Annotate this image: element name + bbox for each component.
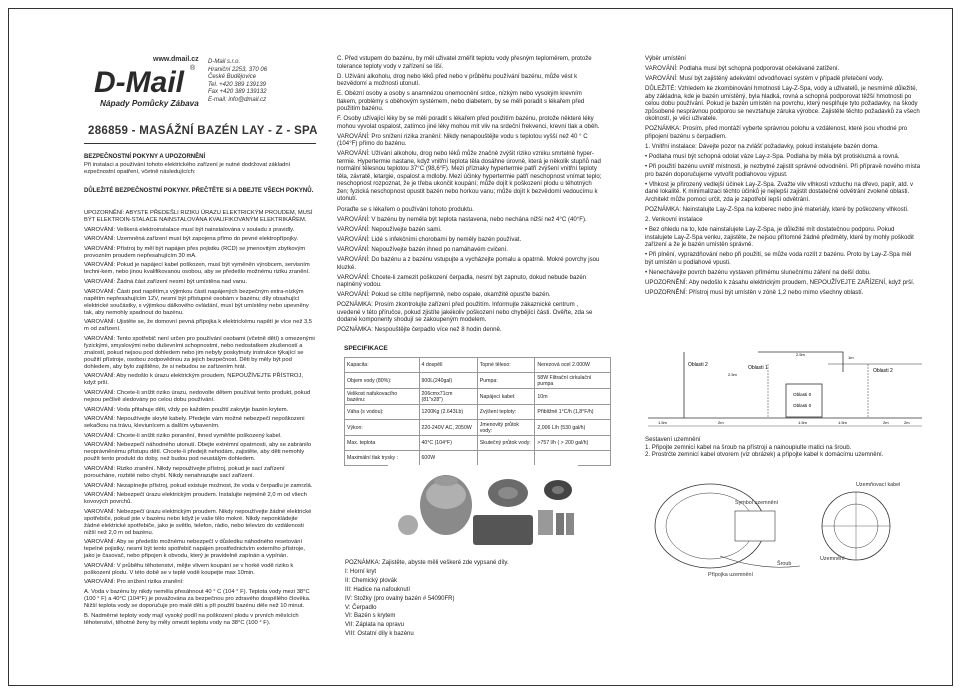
col0-paragraph: VAROVÁNÍ: Voda přitahuje děti, vždy po každém použití zakrytje bazén krytem. bbox=[84, 406, 289, 413]
col0-paragraph: B. Nadměrné teploty vody mají vysoký podíl na poškození plodu v prvních měsících těhotenství, těhotné ženy by měly omezit teplotu vody na 38°C (100 ° F). bbox=[84, 612, 299, 626]
col0-paragraph: VAROVÁNÍ: Nebezpečí úrazu elektrickým proudem. Instalujte nejméně 2,0 m od všech kovových povrchů. bbox=[84, 492, 307, 506]
zone-label: Oblasti 0 bbox=[793, 392, 812, 397]
col2-paragraph: VAROVÁNÍ: Podlaha musí být schopná podporovat očekávané zatížení. bbox=[645, 65, 840, 73]
zone-label: Oblasti 2 bbox=[688, 362, 708, 368]
svg-text:Nápady Pomůcky Zábava: Nápady Pomůcky Zábava bbox=[100, 99, 199, 108]
spec-cell: Max. teplota bbox=[345, 436, 420, 451]
spec-cell: Maximální tlak trysky : bbox=[345, 451, 420, 466]
company-line: Fax +420 389 139132 bbox=[208, 89, 267, 96]
legend-item: IV: Stožky (pro ovalný bazén # 54090FR) bbox=[345, 595, 455, 602]
read-heading: DŮLEŽITÉ BEZPEČNOSTNÍ POKYNY. PŘEČTĚTE SI A DBEJTE VŠECH POKYNŮ. bbox=[84, 188, 314, 194]
company-line: E-mail: info@dmail.cz bbox=[208, 96, 267, 103]
dimension-label: 1.5m bbox=[838, 420, 847, 425]
spec-cell: Pumpa: bbox=[477, 373, 535, 389]
col1-paragraph: VAROVÁNÍ: Pokud se cítíte nepříjemně, nebo ospale, okamžitě opusťte bazén. bbox=[337, 291, 551, 299]
zone-label: Oblasti 1 bbox=[748, 365, 768, 371]
col0-paragraph: VAROVÁNÍ: Žádná část zařízení nesmí být umístěna nad vanu. bbox=[84, 278, 247, 285]
zone-label: Oblasti 2 bbox=[873, 368, 893, 374]
zone-label: Oblasti 0 bbox=[793, 403, 812, 408]
col1-paragraph: VAROVÁNÍ: Nepoužívejte bazén sami. bbox=[337, 225, 442, 233]
col1-paragraph: Poraďte se s lékařem o používání tohoto produktu. bbox=[337, 205, 474, 213]
col2-paragraph: UPOZORNĚNÍ: Aby nedošlo k zásahu elektrickým proudem, NEPOUŽÍVEJTE ZAŘÍZENÍ, když prší. bbox=[645, 278, 915, 286]
spec-cell: >757 l/h ( > 200 gal/h) bbox=[535, 436, 611, 451]
spec-heading: SPECIFIKACE bbox=[344, 345, 388, 352]
legend-note: POZNÁMKA: Zajistěte, abyste měli veškeré zde vypsané díly. bbox=[345, 560, 509, 566]
col0-paragraph: VAROVÁNÍ: Tento spotřebič není určen pro používání osobami (včetně dětí) s omezenými fyzickými, smyslovými nebo duševními schopnostmi, nebo nedostatkem zkušeností a znalostí, pokud nejsou pod dohledem nebo jim nebyly poskytnuty instrukce týkající se použití přístroje, osobou zodpovědnou za jejich bezpečnost. Děti by měly být pod dohledem, aby bylo zajištěno, že si nebudou se zařízením hrát. bbox=[84, 335, 315, 370]
spec-cell: Topné těleso: bbox=[477, 358, 535, 373]
spec-row bbox=[345, 405, 611, 420]
pump-label: Uzemnění bbox=[820, 556, 845, 562]
col0-paragraph: A. Voda v bazénu by nikdy neměla přesáhnout 40 ° C (104 ° F). Teplota vody mezi 38°C (100 ° F) a 40°C (104°F) je považována za bezpečnou pro zdravého dospělého člověka. Nižší teplota vody se doporučuje pro malé děti a při použití bazénu déle než 10 minut. bbox=[84, 589, 311, 610]
grounding-step: 1. Připojte zemnicí kabel na šroub na přístroji a nainoupiulte matici na šroub. bbox=[645, 443, 852, 451]
company-line: D-Mail s.r.o. bbox=[208, 59, 241, 65]
spec-cell: 58W Filtrační cirkulační pumpa bbox=[535, 373, 611, 389]
col1-paragraph: VAROVÁNÍ: Nepoužívejte bazén ihned po namáhavém cvičení. bbox=[337, 245, 508, 253]
pump-grounding-drawing bbox=[650, 476, 900, 586]
col0-paragraph: VAROVÁNÍ: Pro snížení rizika zranění: bbox=[84, 579, 184, 586]
svg-text:D-Mail: D-Mail bbox=[94, 66, 184, 99]
company-address bbox=[208, 59, 267, 105]
col1-paragraph: VAROVÁNÍ: V bazénu by neměla být teplota nastavena, nebo nechána nižší než 4°C (40°F). bbox=[337, 215, 587, 223]
spec-cell: 2,006 L/h (530 gal/h) bbox=[535, 420, 611, 436]
spec-cell: Velikost nafukovacího bazénu: bbox=[345, 389, 420, 405]
spec-cell: 10m bbox=[535, 389, 611, 405]
col0-paragraph: VAROVÁNÍ: Části pod napětím,s výjimkou částí napájených bezpečným extra-nízkým napětím nepřesahujícím 12V, nesmí být přístupné osobám v bazénu; díly obsahující elektrické součástky, s výjimkou dálkového ovládání, musí být umístěny nebo upevněny tak, aby nemohly spadnout do bazénu. bbox=[84, 288, 309, 316]
spec-cell: 40°C (104°F) bbox=[419, 436, 477, 451]
col1-paragraph: VAROVÁNÍ: Pro snížení rizika zranění: Nikdy nenapouštějte vodu s teplotou vyšší než 40 ° C (104°F) přímo do bazénu. bbox=[337, 132, 588, 148]
col2-paragraph: VAROVÁNÍ: Musí být zajištěný adekvátní odvodňovací systém v případě přetečení vody. bbox=[645, 75, 884, 83]
pump-label: Uzemňovací kabel bbox=[856, 482, 901, 488]
spec-cell: Nerezová ocel 2.000W bbox=[535, 358, 611, 373]
col1-paragraph: POZNÁMKA: Nespouštějte čerpadlo více než 8 hodin denně. bbox=[337, 326, 502, 334]
spec-cell bbox=[477, 451, 535, 466]
legend-item: I: Horní kryt bbox=[345, 568, 377, 575]
col1-paragraph: VAROVÁNÍ: Užívání alkoholu, drog nebo léků může značně zvýšit riziko vzniku smrtelné hyper-termie. Hypertermie nastane, když vnitřní teplota těla dosáhne úrovně, která je několik stupňů nad normální tělesnou teplotou 37°C (98,6°F). Mezi příznaky hypertermie patří zvýšení vnitřní teploty těla, závratě, letargie, ospalost a mdloby. Mezi účinky hypertermie patří neschopnost vnímat teplo; neschopnost rozpoznat, že je třeba ukončit koupání; může dojít k poškození plodu u těhotných žen; fyzická neschopnost opustit bazén nebo horkou vanu; může dojít k bezvědomí vedoucímu k utonutí. bbox=[337, 150, 602, 203]
spec-row bbox=[345, 389, 611, 405]
col1-paragraph: POZNÁMKA: Prosím zkontrolujte zařízení před použitím. Informujte zákaznické centrum , uvedené v této příručce, pokud zjistíte jakékoliv poškození nebo chybějící části. Ověřte, zda se dodané komponenty shodují se zakoupeným modelem. bbox=[337, 301, 593, 324]
spec-row bbox=[345, 358, 611, 373]
spec-row bbox=[345, 451, 611, 466]
spec-cell: Zvýšení teploty: bbox=[477, 405, 535, 420]
col0-paragraph: UPOZORNĚNÍ: ABYSTE PŘEDEŠLI RIZIKU ÚRAZU ELEKTRICKÝM PROUDEM, MUSÍ BÝT ELEKTROIN-STALACE NAINSTALOVÁNA KVALIFIKOVANÝM ELEKTRIKÁŘEM. bbox=[84, 210, 313, 223]
product-title: 286859 - MASÁŽNÍ BAZÉN LAY - Z - SPA bbox=[88, 125, 318, 137]
col1-paragraph: VAROVÁNÍ: Do bazénu a z bazénu vstupujte a vycházejte pomalu a opatrně. Mokré povrchy jsou kluzké. bbox=[337, 256, 600, 271]
col0-paragraph: VAROVÁNÍ: Uzemněná zařízení musí být zapojena přímo do pevné elektropřípojky. bbox=[84, 236, 299, 243]
installation-zones-diagram bbox=[648, 344, 922, 434]
spec-cell: Jmenovitý průtok vody: bbox=[477, 420, 535, 436]
col0-paragraph: VAROVÁNÍ: Nebezpečí úrazu elektrickým proudem. Nikdy nepoužívejte žádné elektrické spotřebiče, pokud jste v bazénu nebo když je vaše tělo mokré. Nikdy neponkládejte žádné elektrické spotřebiče, jako je světlo, telefon, rádio, nebo televizo do vzdálenosti nižší než 2,0 m od bazénu. bbox=[84, 508, 312, 536]
col2-paragraph: 1. Vnitřní instalace: Dávejte pozor na zvlášť požadavky, pokud instalujete bazén doma. bbox=[645, 142, 879, 150]
spec-cell: Kapacita: bbox=[345, 358, 420, 373]
safety-heading: BEZPEČNOSTNÍ POKYNY A UPOZORNĚNÍ bbox=[84, 154, 206, 160]
col2-paragraph: • Podlaha musí být schopná odolat váze Lay-z-Spa. Podlaha by měla být protiskluzná a rovná. bbox=[645, 153, 900, 161]
pump-label: Přípojka uzemnění bbox=[708, 572, 753, 578]
col2-paragraph: • Při plnění, vyprazdňování nebo při použití, se může voda rozlít z bazénu. Proto by Lay-Z-Spa měl být umístěn u podlahové vpusti. bbox=[645, 251, 912, 266]
company-line: Hraniční 2253, 370 06 bbox=[208, 66, 268, 73]
column-left bbox=[84, 210, 315, 629]
company-line: České Budějovice bbox=[208, 74, 257, 81]
spec-cell: Váha (s vodou): bbox=[345, 405, 420, 420]
spec-cell: Objem vody (80%): bbox=[345, 373, 420, 389]
spec-cell: Napájecí kabel: bbox=[477, 389, 535, 405]
spec-row bbox=[345, 373, 611, 389]
col0-paragraph: VAROVÁNÍ: Nepoužívejte skryté kabely. Předejte vám možné nebezpečí nepoškozeni sekačkou na trávu, kleviunícem a dalším vybavením. bbox=[84, 416, 305, 430]
company-line: Tel. +420 389 139139 bbox=[208, 81, 266, 88]
col1-paragraph: VAROVÁNÍ: Lidé s infekčními chorobami by neměly bazén používat. bbox=[337, 235, 522, 243]
pump-label: Symbol uzemnění bbox=[735, 500, 779, 506]
spec-cell bbox=[535, 451, 611, 466]
dmail-logo bbox=[94, 62, 199, 110]
spec-cell: 4 dospělí bbox=[419, 358, 477, 373]
col2-paragraph: 2. Venkovní instalace bbox=[645, 215, 703, 223]
grounding-instructions bbox=[645, 436, 921, 459]
col2-paragraph: • Vlhkost je přirozený vedlejší účinek Lay-Z-Spa. Zvažte vliv vlhkosti vzduchu na dřevo, papír, atd. v dané lokalitě. K minimalizaci těchto účinků je nejlepší zajistit dostatečné odvětrání zvolené oblasti. Architekt může pomoci určit, zda je zapotřebí lepší odvětrání. bbox=[645, 180, 914, 203]
col0-paragraph: VAROVÁNÍ: Chcete-li snížit riziko úrazu, nedovolte dětem používat tento produkt, pokud nejsou pečlivě sledovány po celou dobu používání. bbox=[84, 389, 311, 403]
col0-paragraph: VAROVÁNÍ: Aby se předešlo možnému nebezpečí v důsledku náhodného resetování tepelné pojistky, nesmí být tento spotřebič napájen prostřednictvím externího přístroje, jako je časovač, nebo připojen k obvodu, který je pravidelně zapínán a vypínán. bbox=[84, 539, 305, 560]
spec-cell: Přibližně 1°C/h (1,8°F/h) bbox=[535, 405, 611, 420]
col2-paragraph: UPOZORNĚNÍ: Přístroj musí být umístěn v zóně 1,2 nebo mimo všechny oblastí. bbox=[645, 288, 864, 296]
svg-text:®: ® bbox=[190, 65, 196, 72]
column-middle bbox=[337, 55, 603, 337]
col2-paragraph: Výběr umístění bbox=[645, 55, 686, 62]
col1-paragraph: VAROVÁNÍ: Chcete-li zamezit poškození čerpadla, nesmí být zapnuto, dokud nebude bazén naplněný vodou. bbox=[337, 273, 587, 289]
brand-url: www.dmail.cz bbox=[153, 56, 199, 63]
col0-paragraph: VAROVÁNÍ: Aby nedošlo k úrazu elektrickým proudem, NEPOUŽÍVEJTE PŘÍSTROJ, když prší. bbox=[84, 373, 303, 387]
spec-cell: 1200Kg (2.643Lb) bbox=[419, 405, 477, 420]
legend-item: VI: Bazén s krytem bbox=[345, 613, 396, 620]
dimension-label: 2.5m bbox=[796, 352, 805, 357]
legend-item: VIII: Ostatní díly k bazénu bbox=[345, 631, 414, 638]
col2-paragraph: DŮLEŽITÉ: Vzhledem ke zkombinování hmotnosti Lay-Z-Spa, vody a uživatelů, je nesmírně důležité, aby základna, kde je bazén umístěný, byla hladká, rovná a schopná podporovat těžší hmotnosti po celou dobu používání. Pokud je bazén umístěn na povrchu, který nesplňuje tyto požadavky, na škody způsobené nesprávnou podporou se nevztahuje záruka výrobce. Zajistěte těchto požadavků za všech okolností, je věci uživatele. bbox=[645, 85, 920, 123]
spec-row bbox=[345, 436, 611, 451]
legend-item: VII: Záplata na opravu bbox=[345, 622, 405, 629]
col1-paragraph: F. Osoby užívající léky by se měli poradit s lékařem před použitím bazénu, protože některé léky mohou vyvolat ospalost, zatímco jiné léky mohou mít vliv na srdeční frekvenci, krevní tlak a oběh. bbox=[337, 115, 600, 130]
spec-cell: Výkon: bbox=[345, 420, 420, 436]
grounding-title: Sestavení uzemnění bbox=[645, 436, 701, 443]
spec-table bbox=[344, 357, 611, 466]
col0-paragraph: VAROVÁNÍ: V průběhu těhotenství, mějte vlivem koupání se v horké vodě riziko k poškození plodu. V této době se v teplé vodě koupejte max 10min. bbox=[84, 562, 294, 576]
dimension-label: 1.5m bbox=[658, 420, 667, 425]
spec-cell: 220-240V AC, 2050W bbox=[419, 420, 477, 436]
pump-label: Šroub bbox=[777, 561, 792, 567]
col2-paragraph: POZNÁMKA: Prosím, před montáží vyberte správnou polohu a vzdálenost, které jsou vhodné pro připojení bazénu s čerpadlem. bbox=[645, 125, 908, 140]
col1-paragraph: C. Před vstupem do bazénu, by měl uživatel změřit teplotu vody přesným teploměrem, protože tolerance teploty vody v zařízení se liší. bbox=[337, 55, 592, 70]
title-divider bbox=[84, 143, 316, 144]
col2-paragraph: • Bez ohledu na to, kde nainstalujete Lay-Z-Spa, je důležité mít dostatečnou podporu. Pokud instalujete Lay-Z-Spa venku, zajistěte, že nejsou přítomné žádné předměty, které by mohly poškodit zařízení a že je bazén umístěn správně. bbox=[645, 226, 914, 249]
product-components-photo bbox=[388, 465, 578, 550]
spec-cell: 600W bbox=[419, 451, 477, 466]
grounding-step: 2. Prostrčte zemnicí kabel otvorem (viz obrázek) a připojte kabel k domácímu uzemnění. bbox=[645, 451, 884, 458]
spec-cell: 900L(240gal) bbox=[419, 373, 477, 389]
dimension-label: 2m bbox=[718, 420, 724, 425]
col1-paragraph: D. Užívání alkoholu, drog nebo léků před nebo v průběhu používání bazénu, může vést k bezvědomí a možnosti utonutí. bbox=[337, 72, 578, 88]
spec-row bbox=[345, 420, 611, 436]
dimension-label: 2.5m bbox=[728, 372, 737, 377]
col0-paragraph: VAROVÁNÍ: Ujistěte se, že domovní pevná přípojka k elektrickému napětí je více než 3,5 m od zařízení. bbox=[84, 319, 313, 333]
spec-cell: Skutečný průtok vody: bbox=[477, 436, 535, 451]
col1-paragraph: E. Obézní osoby a osoby s anamnézou onemocnění srdce, nízkým nebo vysokým krevním tlakem, problémy s oběhovým systémem, nebo diabetem, by se měli poradit s lékařem před použitím bazénu. bbox=[337, 90, 585, 113]
col2-paragraph: POZNÁMKA: Neinstalujte Lay-Z-Spa na koberec nebo jiné materiály, které by poškozeny vlhkostí. bbox=[645, 205, 909, 213]
dimension-label: 2m bbox=[904, 420, 910, 425]
spec-cell: 206cmx71cm (81"x28") bbox=[419, 389, 477, 405]
col0-paragraph: VAROVÁNÍ: Veškerá elektroinstalace musí být nainstalována v souladu s pravidly. bbox=[84, 226, 295, 233]
parts-legend bbox=[345, 559, 509, 639]
column-right bbox=[645, 55, 921, 299]
legend-item: II: Chemický plovák bbox=[345, 577, 398, 584]
col0-paragraph: VAROVÁNÍ: Chcete-li snížit riziko poranění, ihned vyměňte poškozený kabel. bbox=[84, 432, 282, 439]
col0-paragraph: VAROVÁNÍ: Přístroj by měl být napájen přes pojistku (RCD) se jmenovitým zbytkovým provozním proudem nepřesahujícím 30 mA. bbox=[84, 245, 306, 259]
col0-paragraph: VAROVÁNÍ: Nebezpečí náhodného utonutí. Dbejte extrémní opatrnosti, aby se zabránilo neoprávněnému přístupu dětí. Chcete-li předejít nehodám, zajistěte, aby děti nemohly použít tento produkt do doby, než budou pod neustálým dohledem. bbox=[84, 442, 312, 463]
col2-paragraph: • Při použití bazénu uvnitř místnosti, je nezbytné zajistit správné odvodnění. Při přípravě nového místa pro bazén doporučujeme vytvořit podlahovou výpust. bbox=[645, 163, 921, 178]
legend-item: III: Hadice na nafouknutí bbox=[345, 586, 411, 593]
dimension-label: 1m bbox=[848, 355, 854, 360]
col0-paragraph: VAROVÁNÍ: Pokud je napájecí kabel poškozen, musí být vyměněn výrobcem, servisním techni-kem, nebo jinou kvalifikovanou osobou, aby se předešlo možnému riziku zranění. bbox=[84, 262, 310, 276]
dimension-label: 2m bbox=[883, 420, 889, 425]
col0-paragraph: VAROVÁNÍ: Nezapínejte přístroj, pokud existuje možnost, že voda v čerpadlu je zamrzlá. bbox=[84, 482, 313, 489]
dimension-label: 1.5m bbox=[798, 420, 807, 425]
col0-paragraph: VAROVÁNÍ: Riziko zranění. Nikdy nepoužívejte přístroj, pokud je sací zařízení poroucháne, rozbité nebo chybí. Nikdy nenahrazujte sací zařízení. bbox=[84, 465, 285, 479]
col2-paragraph: • Nenechávejte povrch bazénu vystaven přímému slunečnímu záření na delší dobu. bbox=[645, 268, 871, 276]
safety-intro: Při instalaci a používání tohoto elektrického zařízení je nutné dodržovat základní ezpečnostní opatření, včetně následujících: bbox=[84, 162, 291, 175]
legend-item: V: Čerpadlo bbox=[345, 604, 377, 611]
